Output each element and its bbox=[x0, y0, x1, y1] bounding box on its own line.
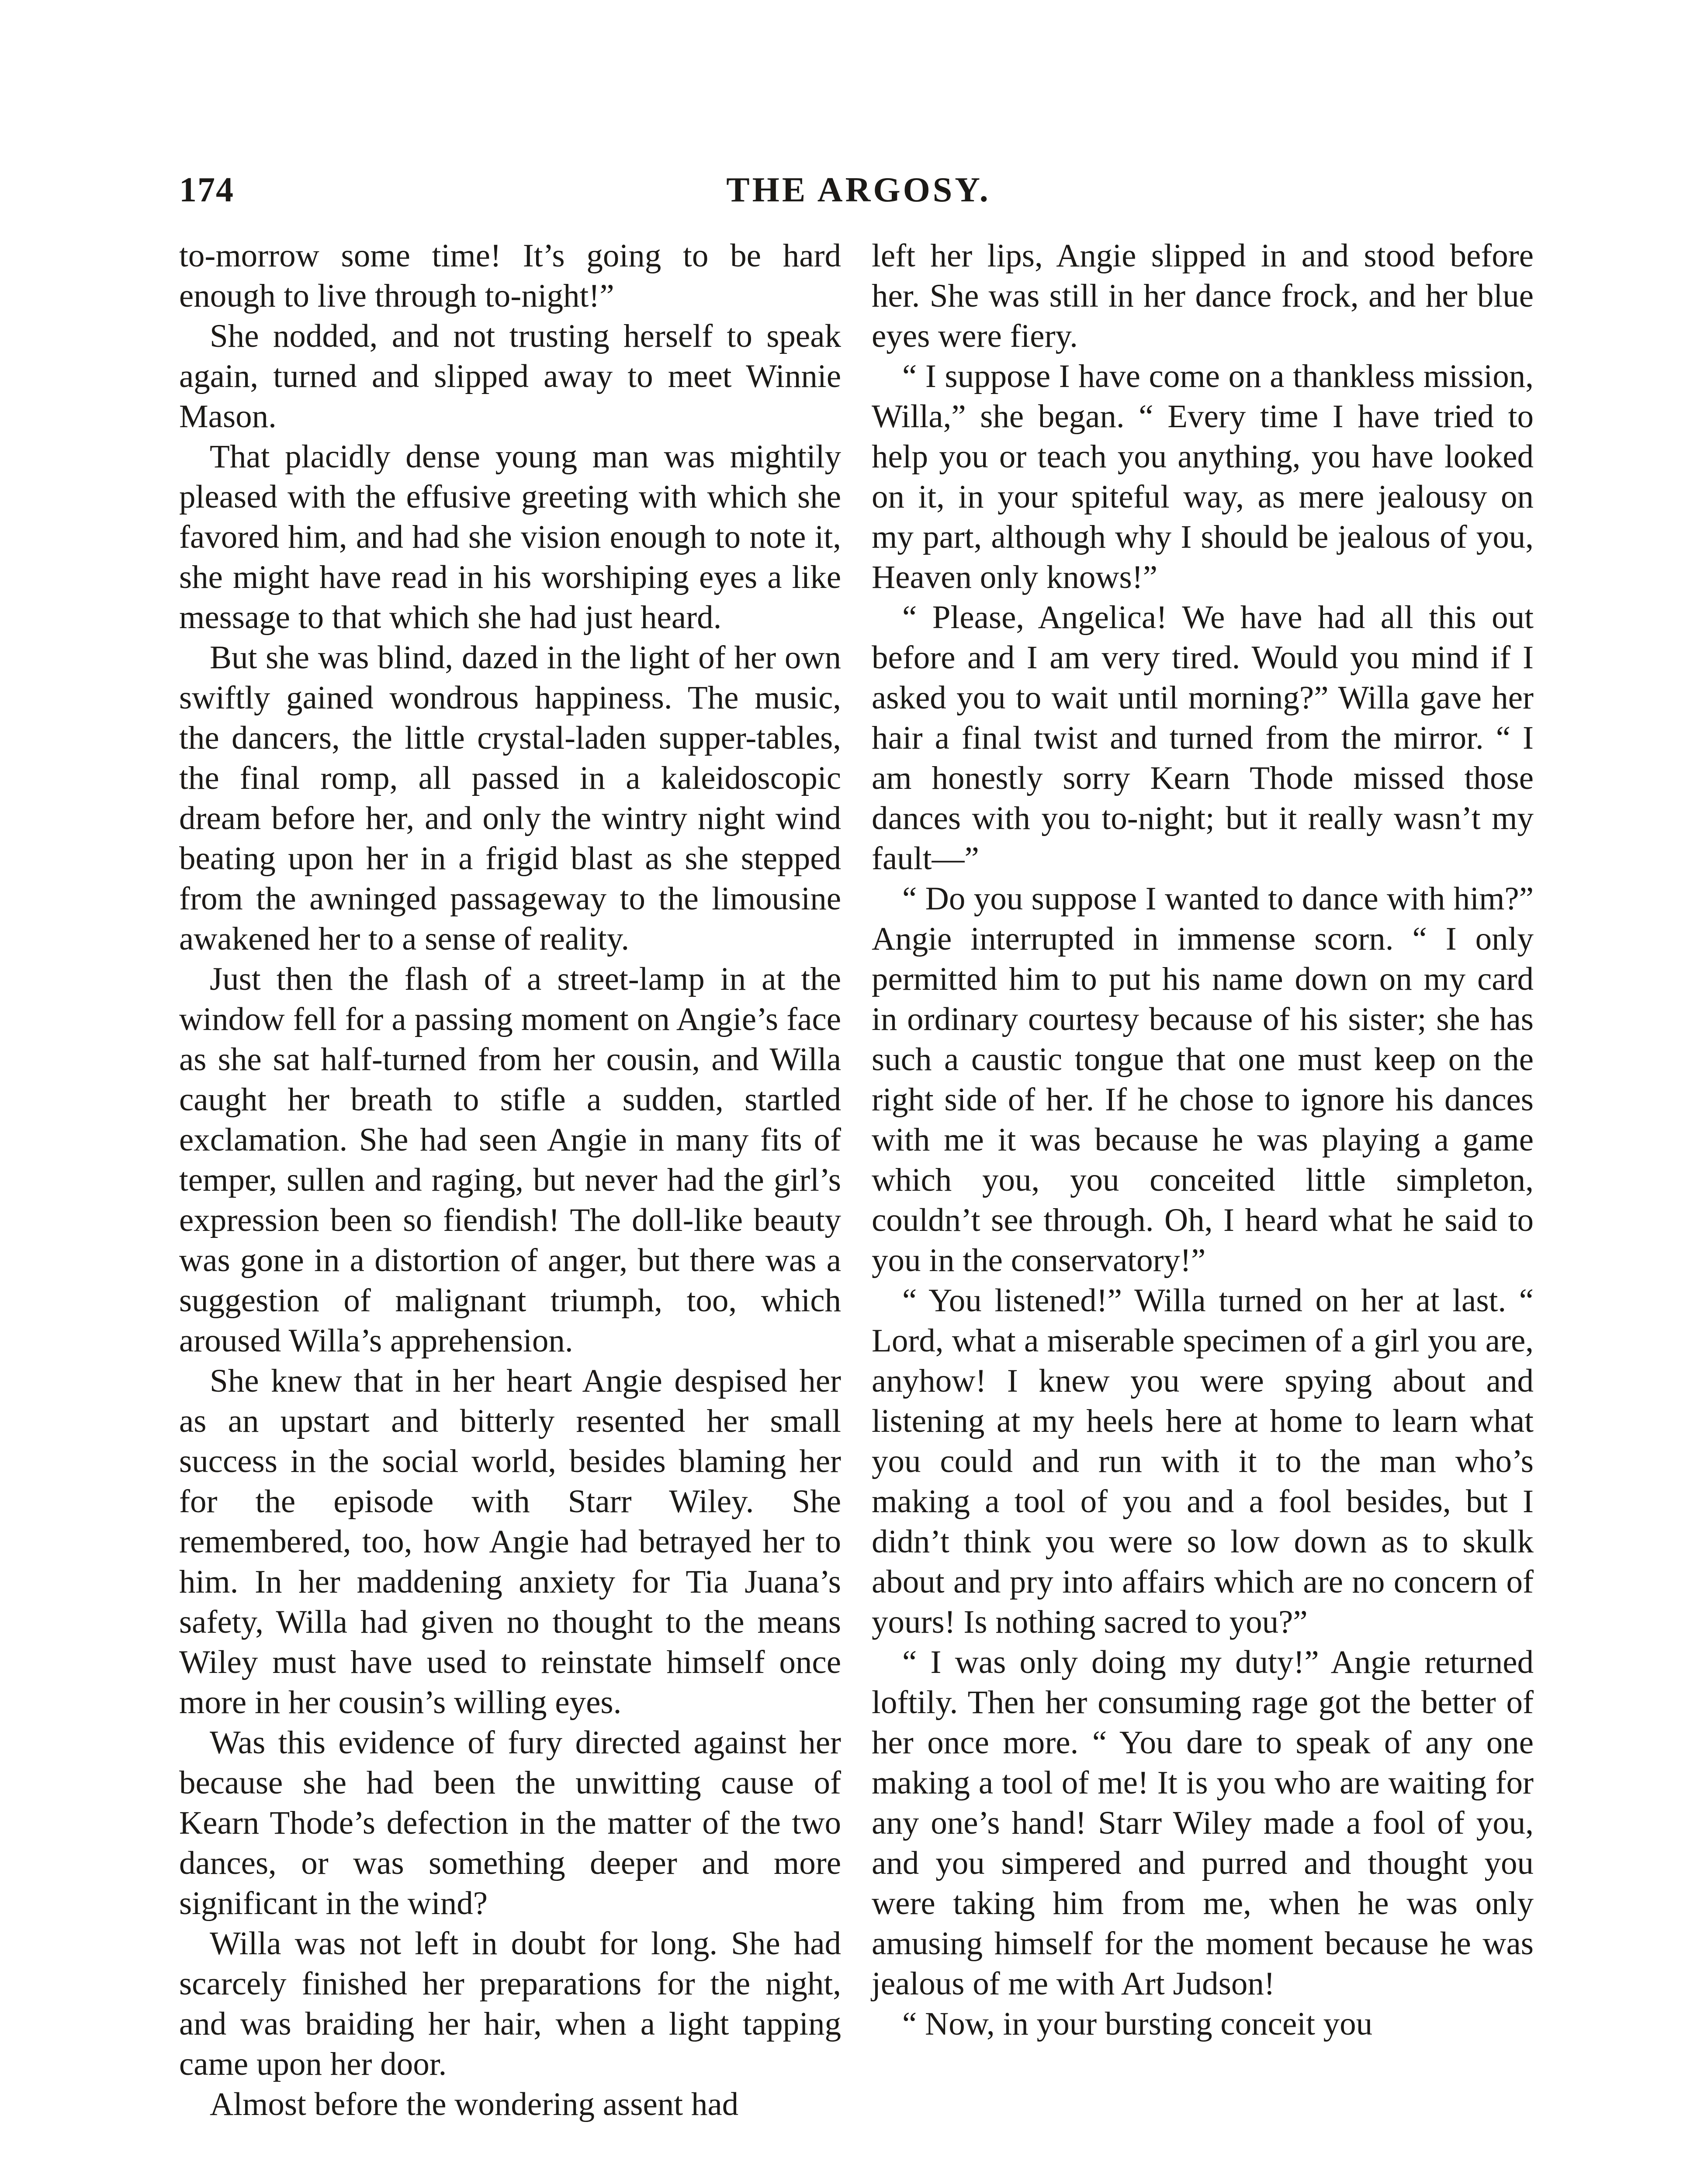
paragraph: “ Do you suppose I wanted to dance with him?” Angie interrupted in immense scorn. “ I only permitted him to put his name down on my card in ordinary courtesy because of his sister; she has such a caustic tongue that one must keep on the right side of her. If he chose to ignore his dances with me it was because he was playing a game which you, you conceited little simpleton, couldn’t see through. Oh, I heard what he said to you in the conservatory!” bbox=[872, 881, 1534, 1279]
paragraph: left her lips, Angie slipped in and stood before her. She was still in her dance frock, and her blue eyes were fiery. bbox=[872, 238, 1534, 354]
page-number: 174 bbox=[179, 171, 234, 209]
paragraph: Almost before the wondering assent had bbox=[210, 2086, 739, 2122]
paragraph: Willa was not left in doubt for long. She had scarcely finished her preparations for the night, and was braiding her hair, when a light tapping came upon her door. bbox=[179, 1925, 841, 2082]
page-header bbox=[179, 170, 1538, 218]
paragraph: “ Now, in your bursting conceit you bbox=[902, 2006, 1373, 2042]
left-column bbox=[179, 236, 841, 2125]
paragraph: Was this evidence of fury directed against her because she had been the unwitting cause of Kearn Thode’s defection in the matter of the two dances, or was something deeper and more significant in the wind? bbox=[179, 1724, 841, 1921]
paragraph: She nodded, and not trusting herself to speak again, turned and slipped away to meet Winnie Mason. bbox=[179, 318, 841, 435]
paragraph: “ I suppose I have come on a thankless mission, Willa,” she began. “ Every time I have tried to help you or teach you anything, you have looked on it, in your spiteful way, as mere jealousy on my part, although why I should be jealous of you, Heaven only knows!” bbox=[872, 358, 1534, 595]
paragraph: Just then the flash of a street-lamp in at the window fell for a passing moment on Angie’s face as she sat half-turned from her cousin, and Willa caught her breath to stifle a sudden, startled exclamation. She had seen Angie in many fits of temper, sullen and raging, but never had the girl’s expression been so fiendish! The doll-like beauty was gone in a distortion of anger, but there was a suggestion of malignant triumph, too, which aroused Willa’s apprehension. bbox=[179, 961, 841, 1359]
running-head: THE ARGOSY. bbox=[726, 171, 991, 209]
paragraph: She knew that in her heart Angie despised her as an upstart and bitterly resented her small success in the social world, besides blaming her for the episode with Starr Wiley. She remembered, too, how Angie had betrayed her to him. In her maddening anxiety for Tia Juana’s safety, Willa had given no thought to the means Wiley must have used to reinstate himself once more in her cousin’s willing eyes. bbox=[179, 1363, 841, 1721]
paragraph: “ I was only doing my duty!” Angie returned loftily. Then her consuming rage got the better of her once more. “ You dare to speak of any one making a tool of me! It is you who are waiting for any one’s hand! Starr Wiley made a fool of you, and you simpered and purred and thought you were taking him from me, when he was only amusing himself for the moment because he was jealous of me with Art Judson! bbox=[872, 1644, 1534, 2002]
right-column bbox=[872, 236, 1534, 2044]
paragraph: That placidly dense young man was mightily pleased with the effusive greeting with which she favored him, and had she vision enough to note it, she might have read in his worshiping eyes a like message to that which she had just heard. bbox=[179, 439, 841, 636]
paragraph: “ You listened!” Willa turned on her at last. “ Lord, what a miserable specimen of a girl you are, anyhow! I knew you were spying about and listening at my heels here at home to learn what you could and run with it to the man who’s making a tool of you and a fool besides, but I didn’t think you were so low down as to skulk about and pry into affairs which are no concern of yours! Is nothing sacred to you?” bbox=[872, 1282, 1534, 1640]
paragraph: But she was blind, dazed in the light of her own swiftly gained wondrous happiness. The music, the dancers, the little crystal-laden supper-tables, the final romp, all passed in a kaleidoscopic dream before her, and only the wintry night wind beating upon her in a frigid blast as she stepped from the awninged passageway to the limousine awakened her to a sense of reality. bbox=[179, 639, 841, 957]
paragraph: “ Please, Angelica! We have had all this out before and I am very tired. Would you mind if I asked you to wait until morning?” Willa gave her hair a final twist and turned from the mirror. “ I am honestly sorry Kearn Thode missed those dances with you to-night; but it really wasn’t my fault—” bbox=[872, 599, 1534, 877]
paragraph: to-morrow some time! It’s going to be hard enough to live through to-night!” bbox=[179, 238, 841, 314]
